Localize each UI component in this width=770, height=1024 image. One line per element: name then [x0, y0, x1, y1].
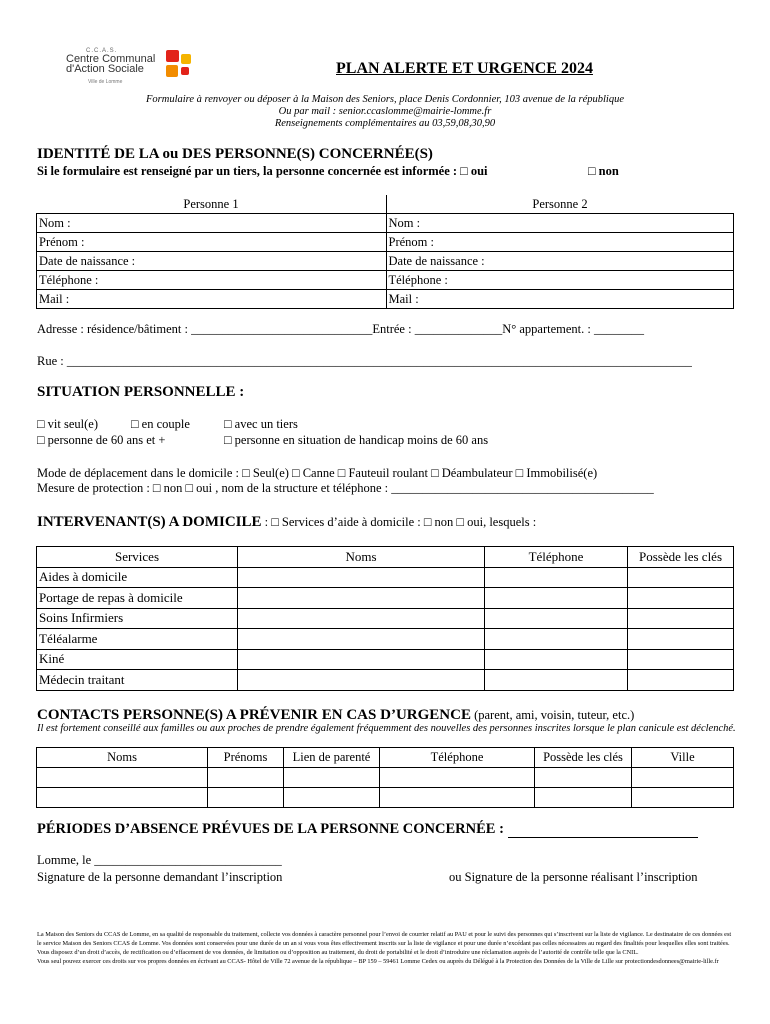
- logo-subtitle: Ville de Lomme: [88, 79, 123, 85]
- contacts-line: [37, 706, 634, 724]
- service-label: Aides à domicile: [37, 567, 238, 588]
- telephone-cell[interactable]: [485, 588, 628, 609]
- service-label: Médecin traitant: [37, 670, 238, 691]
- adresse-line[interactable]: Adresse : résidence/bâtiment : _____________________________Entrée : ______________N° appartement. : ________: [37, 322, 644, 336]
- contact-cell[interactable]: [380, 768, 535, 788]
- telephone-header: Téléphone: [485, 547, 628, 568]
- contact-noms-header: Noms: [37, 748, 208, 768]
- person2-mail-field[interactable]: Mail :: [386, 290, 734, 309]
- contact-cell[interactable]: [535, 788, 632, 808]
- intervenants-line: [37, 513, 536, 531]
- contact-ville-header: Ville: [632, 748, 734, 768]
- table-row: [37, 629, 734, 650]
- person2-telephone-field[interactable]: Téléphone :: [386, 271, 734, 290]
- signature-inscripteur: ou Signature de la personne réalisant l’inscription: [449, 870, 698, 884]
- telephone-cell[interactable]: [485, 649, 628, 670]
- person1-nom-field[interactable]: Nom :: [37, 214, 387, 233]
- protection-options[interactable]: Mesure de protection : □ non □ oui , nom de la structure et téléphone : __________________________________________: [37, 481, 654, 495]
- noms-cell[interactable]: [238, 629, 485, 650]
- absence-heading: PÉRIODES D’ABSENCE PRÉVUES DE LA PERSONNE CONCERNÉE :: [37, 821, 504, 837]
- situation-heading: SITUATION PERSONNELLE :: [37, 384, 245, 400]
- person1-prenom-field[interactable]: Prénom :: [37, 233, 387, 252]
- contact-lien-header: Lien de parenté: [284, 748, 380, 768]
- noms-cell[interactable]: [238, 588, 485, 609]
- contacts-heading-note: (parent, ami, voisin, tuteur, etc.): [470, 708, 635, 722]
- table-row: [37, 608, 734, 629]
- telephone-cell[interactable]: [485, 608, 628, 629]
- legal-paragraph-1: La Maison des Seniors du CCAS de Lomme, en sa qualité de responsable du traitement, collecte vos données à caractère personnel pour l’envoi de courrier relatif au PAU et pour le suivi des personnes qui s’inscrivent sur la liste de vigilance. Le destinataire de ces données est le service Maison des Seniors CCAS de Lomme. Vos données sont conservées pour une durée de un an si vous vous êtes effectivement inscrits sur la liste de vigilance et pour une durée n’excédant pas celles nécessaires au regard des finalités pour lesquelles elles sont traitées. Vous disposez d’un droit d’accès, de rectification ou d’effacement de vos données, de limitation ou d’opposition au traitement, du droit de portabilité et le droit d’introduire une réclamation auprès de l’autorité de contrôle telle que la CNIL.: [37, 931, 732, 956]
- deplacement-options[interactable]: Mode de déplacement dans le domicile : □ Seul(e) □ Canne □ Fauteuil roulant □ Déambulateur □ Immobilisé(e): [37, 466, 598, 480]
- contact-cell[interactable]: [208, 768, 284, 788]
- contact-cell[interactable]: [380, 788, 535, 808]
- contacts-note: Il est fortement conseillé aux familles ou aux proches de prendre également fréquemment des nouvelles des personnes inscrites lorsque le plan canicule est déclenché.: [37, 723, 736, 734]
- table-row: [37, 768, 734, 788]
- table-row: [37, 788, 734, 808]
- telephone-cell[interactable]: [485, 629, 628, 650]
- person2-naissance-field[interactable]: Date de naissance :: [386, 252, 734, 271]
- noms-header: Noms: [238, 547, 485, 568]
- intro-line-2: Ou par mail : senior.ccaslomme@mairie-lomme.fr: [278, 106, 492, 117]
- intro-line-3: Renseignements complémentaires au 03,59,08,30,90: [274, 118, 496, 129]
- contact-cell[interactable]: [632, 788, 734, 808]
- cles-cell[interactable]: [628, 629, 734, 650]
- logo-squares-icon: [154, 50, 194, 84]
- contacts-table: [36, 747, 734, 808]
- person1-header: Personne 1: [37, 195, 387, 214]
- informed-non-checkbox[interactable]: □ non: [588, 164, 619, 178]
- contact-cell[interactable]: [284, 788, 380, 808]
- person1-naissance-field[interactable]: Date de naissance :: [37, 252, 387, 271]
- logo-line-2: d'Action Sociale: [66, 63, 144, 75]
- ccas-logo: [66, 48, 196, 88]
- service-label: Téléalarme: [37, 629, 238, 650]
- service-label: Portage de repas à domicile: [37, 588, 238, 609]
- intervenants-question[interactable]: : □ Services d’aide à domicile : □ non □ oui, lesquels :: [261, 515, 537, 529]
- cles-cell[interactable]: [628, 567, 734, 588]
- handicap-checkbox[interactable]: □ personne en situation de handicap moins de 60 ans: [224, 433, 489, 447]
- noms-cell[interactable]: [238, 649, 485, 670]
- service-label: Kiné: [37, 649, 238, 670]
- contact-telephone-header: Téléphone: [380, 748, 535, 768]
- contact-cell[interactable]: [37, 788, 208, 808]
- table-row: [37, 588, 734, 609]
- contact-cles-header: Possède les clés: [535, 748, 632, 768]
- table-row: [37, 567, 734, 588]
- table-row: [37, 670, 734, 691]
- contact-cell[interactable]: [284, 768, 380, 788]
- telephone-cell[interactable]: [485, 567, 628, 588]
- telephone-cell[interactable]: [485, 670, 628, 691]
- contact-cell[interactable]: [208, 788, 284, 808]
- person2-prenom-field[interactable]: Prénom :: [386, 233, 734, 252]
- noms-cell[interactable]: [238, 567, 485, 588]
- legal-paragraph-2: Vous seul pouvez exercer ces droits sur vos propres données en écrivant au CCAS- Hôtel de Ville 72 avenue de la république – BP 159 – 59461 Lomme Cedex ou auprès du Délégué à la Protection des Données de la Ville de Lille sur protectiondesdonnees@mairie-lille.fr: [37, 958, 719, 965]
- person1-telephone-field[interactable]: Téléphone :: [37, 271, 387, 290]
- legal-notice: [37, 930, 737, 966]
- lieu-date-line[interactable]: Lomme, le ______________________________: [37, 853, 282, 867]
- en-couple-checkbox[interactable]: □ en couple: [131, 417, 190, 431]
- person1-mail-field[interactable]: Mail :: [37, 290, 387, 309]
- person2-header: Personne 2: [386, 195, 734, 214]
- contact-prenoms-header: Prénoms: [208, 748, 284, 768]
- rue-line[interactable]: Rue : ____________________________________________________________________________________________________: [37, 354, 692, 368]
- absence-blank[interactable]: [508, 823, 698, 838]
- cles-cell[interactable]: [628, 649, 734, 670]
- contact-cell[interactable]: [632, 768, 734, 788]
- intervenants-table: [36, 546, 734, 691]
- noms-cell[interactable]: [238, 670, 485, 691]
- table-row: [37, 649, 734, 670]
- vit-seul-checkbox[interactable]: □ vit seul(e): [37, 417, 99, 431]
- informed-question: Si le formulaire est renseigné par un tiers, la personne concernée est informée : □ oui: [37, 164, 488, 178]
- logo-text: [66, 54, 155, 74]
- intro-line-1: Formulaire à renvoyer ou déposer à la Maison des Seniors, place Denis Cordonnier, 103 avenue de la république: [146, 94, 624, 105]
- cles-cell[interactable]: [628, 608, 734, 629]
- cles-cell[interactable]: [628, 670, 734, 691]
- person2-nom-field[interactable]: Nom :: [386, 214, 734, 233]
- absence-line[interactable]: [37, 820, 698, 838]
- signature-demandeur: Signature de la personne demandant l’inscription: [37, 870, 283, 884]
- contact-cell[interactable]: [535, 768, 632, 788]
- service-label: Soins Infirmiers: [37, 608, 238, 629]
- contacts-heading: CONTACTS PERSONNE(S) A PRÉVENIR EN CAS D’URGENCE: [37, 707, 471, 723]
- logo-line-1: Centre Communal: [66, 53, 156, 65]
- page-title: PLAN ALERTE ET URGENCE 2024: [336, 60, 593, 77]
- cles-header: Possède les clés: [628, 547, 734, 568]
- avec-tiers-checkbox[interactable]: □ avec un tiers: [224, 417, 298, 431]
- intervenants-heading: INTERVENANT(S) A DOMICILE: [37, 514, 262, 530]
- noms-cell[interactable]: [238, 608, 485, 629]
- identite-heading: IDENTITÉ DE LA ou DES PERSONNE(S) CONCERNÉE(S): [37, 146, 433, 162]
- services-header: Services: [37, 547, 238, 568]
- persons-table: [36, 195, 734, 309]
- personne-60-checkbox[interactable]: □ personne de 60 ans et +: [37, 433, 166, 447]
- contact-cell[interactable]: [37, 768, 208, 788]
- cles-cell[interactable]: [628, 588, 734, 609]
- logo-small-text: C.C.A.S.: [86, 48, 118, 54]
